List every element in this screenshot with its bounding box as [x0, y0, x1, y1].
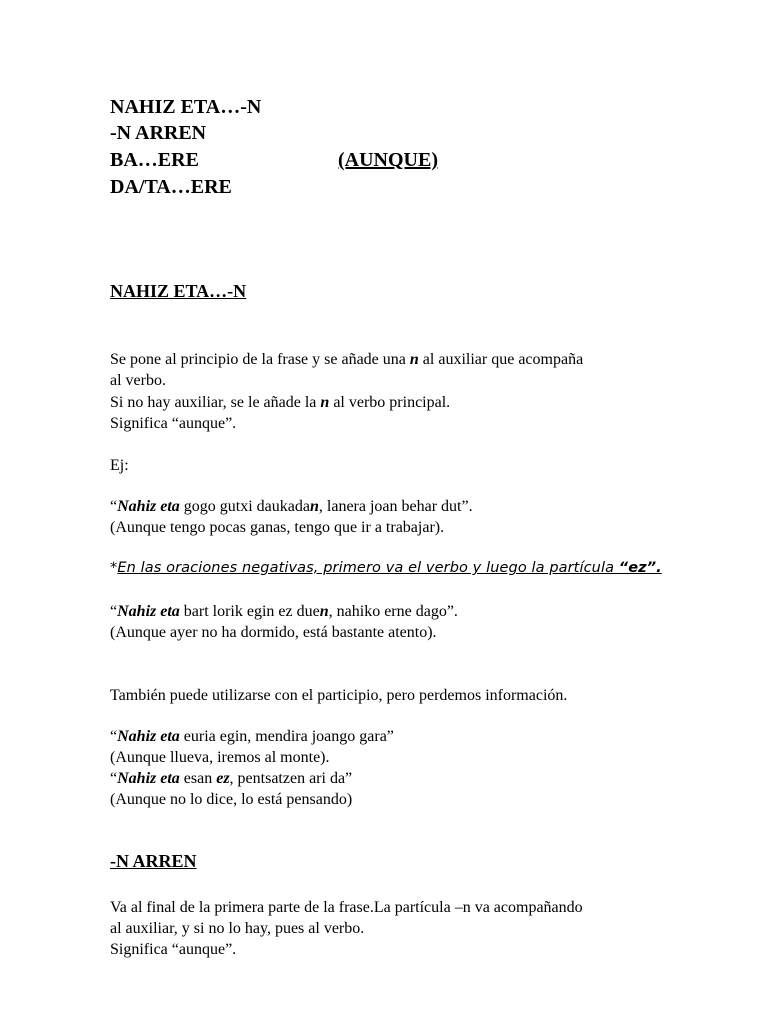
note-particle: “ez”.	[618, 560, 662, 576]
text-segment: gogo gutxi daukada	[179, 498, 310, 515]
text-segment: al verbo principal.	[329, 394, 451, 411]
section-heading-n-arren: -N ARREN	[110, 851, 197, 871]
emphasis-n: n	[409, 351, 419, 368]
emphasis-ez: ez	[216, 770, 230, 787]
header-aunque: (AUNQUE)	[338, 149, 438, 171]
note-asterisk: *	[110, 560, 118, 576]
example-sentence	[110, 496, 473, 517]
paragraph-line: Significa “aunque”.	[110, 941, 237, 958]
example-translation: (Aunque no lo dice, lo está pensando)	[110, 791, 353, 808]
text-segment: , nahiko erne dago”.	[328, 603, 458, 620]
emphasis-nahiz-eta: Nahiz eta	[117, 770, 180, 787]
text-segment: “	[110, 603, 118, 620]
note-text: En las oraciones negativas, primero va el verbo y luego la partícula	[117, 560, 619, 576]
text-segment: euria egin, mendira joango gara”	[179, 728, 394, 745]
emphasis-nahiz-eta: Nahiz eta	[117, 728, 180, 745]
text-segment: “	[110, 770, 118, 787]
text-segment: Se pone al principio de la frase y se añade una	[110, 351, 410, 368]
header-line-2: -N ARREN	[110, 122, 207, 144]
text-segment: “	[110, 498, 118, 515]
paragraph-line: al auxiliar, y si no lo hay, pues al verbo.	[110, 920, 365, 937]
section-heading-nahiz-eta: NAHIZ ETA…-N	[110, 281, 247, 301]
text-segment: esan	[179, 770, 217, 787]
example-label: Ej:	[110, 457, 129, 474]
text-segment: Si no hay auxiliar, se le añade la	[110, 394, 321, 411]
paragraph-line: Significa “aunque”.	[110, 415, 237, 432]
paragraph-line: Va al final de la primera parte de la frase.La partícula –n va acompañando	[110, 899, 583, 916]
paragraph-line: al verbo.	[110, 372, 166, 389]
header-line-1: NAHIZ ETA…-N	[110, 96, 262, 118]
emphasis-n: n	[309, 498, 319, 515]
paragraph-line: También puede utilizarse con el participio, pero perdemos información.	[110, 687, 568, 704]
emphasis-nahiz-eta: Nahiz eta	[117, 603, 180, 620]
example-translation: (Aunque llueva, iremos al monte).	[110, 749, 330, 766]
emphasis-n: n	[320, 394, 330, 411]
text-segment: bart lorik egin ez due	[179, 603, 320, 620]
text-segment: “	[110, 728, 118, 745]
paragraph-line	[110, 392, 450, 413]
text-segment: , pentsatzen ari da”	[229, 770, 353, 787]
header-line-4: DA/TA…ERE	[110, 176, 232, 198]
example-sentence	[110, 601, 458, 622]
text-segment: , lanera joan behar dut”.	[318, 498, 473, 515]
example-translation: (Aunque ayer no ha dormido, está bastante atento).	[110, 624, 437, 641]
example-translation: (Aunque tengo pocas ganas, tengo que ir a trabajar).	[110, 519, 445, 536]
header-line-3: BA…ERE	[110, 149, 199, 171]
paragraph-line	[110, 349, 583, 370]
example-sentence	[110, 726, 394, 747]
emphasis-n: n	[319, 603, 329, 620]
example-sentence	[110, 768, 352, 789]
note-line	[110, 560, 662, 576]
text-segment: al auxiliar que acompaña	[418, 351, 584, 368]
emphasis-nahiz-eta: Nahiz eta	[117, 498, 180, 515]
